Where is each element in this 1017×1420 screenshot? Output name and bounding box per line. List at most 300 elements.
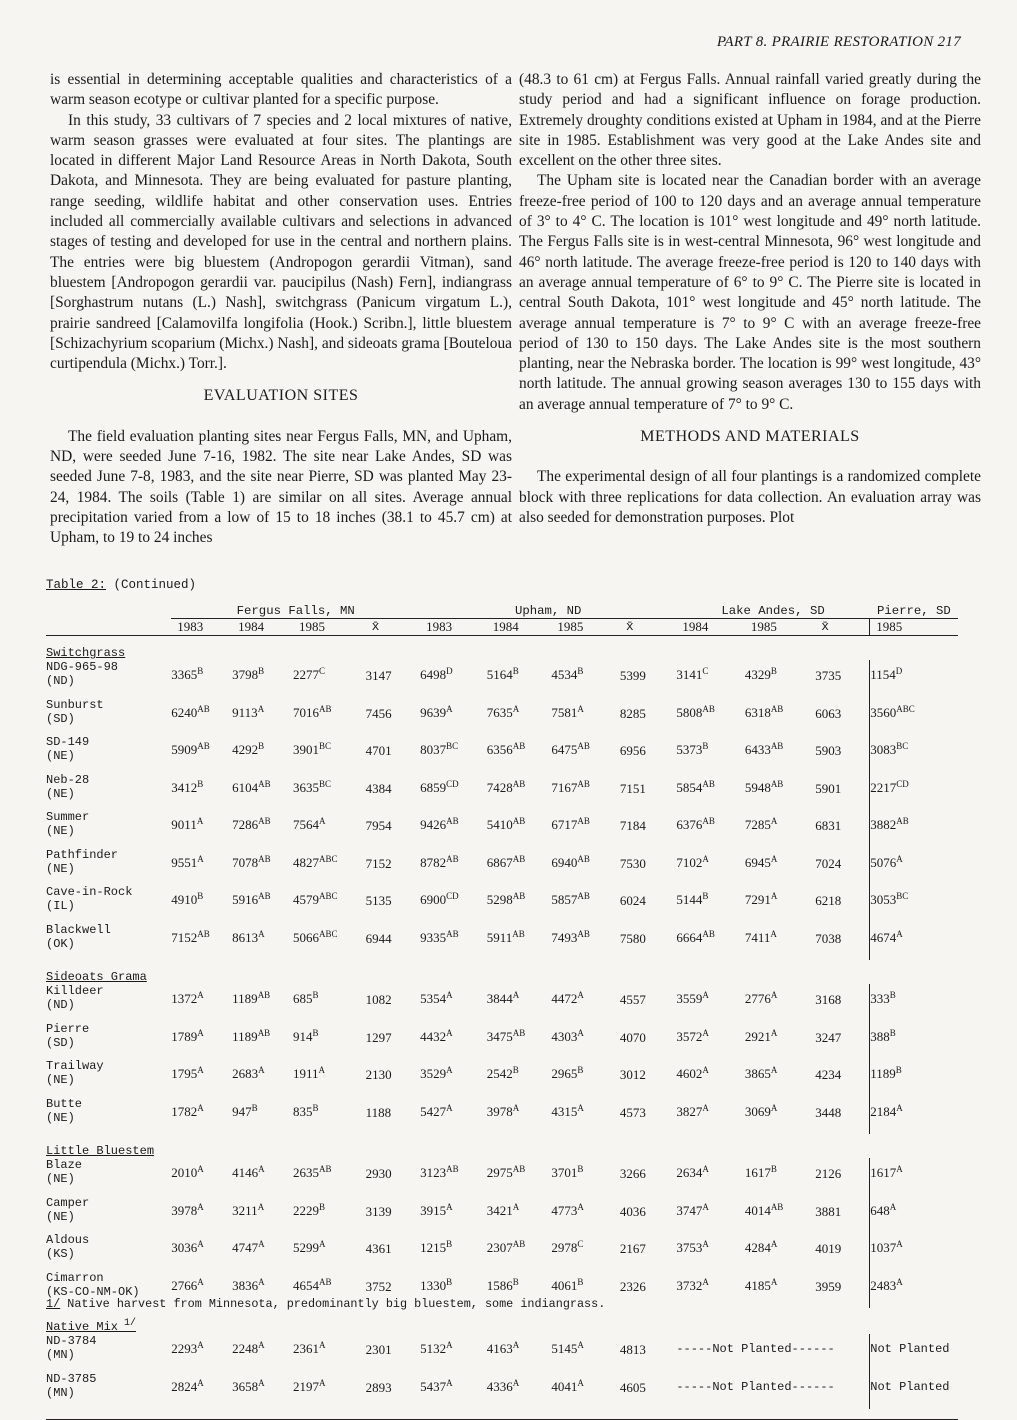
significance-letter: A bbox=[702, 853, 709, 864]
significance-letter: A bbox=[197, 990, 204, 1000]
mean-cell: 7024 bbox=[815, 848, 870, 886]
significance-letter: A bbox=[197, 1377, 204, 1388]
value-cell bbox=[293, 1097, 366, 1135]
significance-letter: A bbox=[258, 1377, 265, 1388]
entry-cell bbox=[46, 923, 171, 961]
value-cell bbox=[745, 773, 815, 811]
value-number: 333 bbox=[870, 991, 890, 1006]
significance-letter: AB bbox=[512, 1027, 526, 1038]
site-header-row bbox=[46, 604, 958, 619]
value-cell bbox=[171, 1097, 232, 1135]
significance-letter: A bbox=[770, 1239, 778, 1249]
entry-cell bbox=[46, 1158, 171, 1196]
value-number: 6867 bbox=[486, 854, 513, 870]
significance-letter: ABC bbox=[319, 928, 338, 939]
value-cell bbox=[171, 984, 232, 1022]
value-number: 4747 bbox=[232, 1240, 259, 1255]
value-number: 3635 bbox=[293, 779, 320, 795]
significance-letter: A bbox=[577, 1340, 584, 1350]
value-number: 4579 bbox=[293, 892, 320, 907]
significance-letter: AB bbox=[257, 1027, 271, 1038]
group-row bbox=[46, 1308, 958, 1334]
mean-cell: 4384 bbox=[365, 780, 392, 796]
value-number: 6900 bbox=[420, 892, 447, 907]
significance-letter: AB bbox=[258, 816, 271, 826]
significance-letter: B bbox=[312, 1027, 319, 1038]
mean-cell: 3448 bbox=[815, 1097, 870, 1135]
significance-letter: A bbox=[512, 1377, 520, 1388]
value-number: 914 bbox=[293, 1028, 313, 1044]
group-name bbox=[46, 960, 958, 984]
year-header: 1985 bbox=[551, 619, 619, 636]
not-planted-cell: Not Planted bbox=[870, 1342, 950, 1356]
significance-letter: A bbox=[446, 1027, 453, 1038]
value-number: 2776 bbox=[744, 991, 771, 1006]
significance-letter: A bbox=[319, 1377, 326, 1388]
significance-letter: B bbox=[512, 1276, 519, 1287]
value-cell bbox=[745, 810, 815, 848]
significance-letter: BC bbox=[319, 778, 332, 789]
entry-name: ND-3784 bbox=[46, 1334, 97, 1348]
value-cell bbox=[745, 984, 815, 1022]
significance-letter: BC bbox=[896, 741, 909, 751]
value-cell bbox=[551, 984, 619, 1022]
value-cell bbox=[293, 885, 366, 923]
table-row bbox=[46, 698, 958, 736]
value-number: 2824 bbox=[171, 1378, 198, 1394]
value-number: 3978 bbox=[486, 1103, 513, 1119]
value-number: 3753 bbox=[676, 1240, 703, 1255]
entry-cell bbox=[46, 773, 171, 811]
value-cell bbox=[171, 1334, 232, 1372]
significance-letter: AB bbox=[702, 703, 715, 714]
mean-cell: 2126 bbox=[815, 1158, 870, 1196]
value-number: 6940 bbox=[551, 854, 578, 870]
significance-letter: BC bbox=[319, 741, 332, 751]
value-number: 3069 bbox=[744, 1103, 771, 1119]
value-number: 7493 bbox=[551, 929, 578, 945]
value-number: 9639 bbox=[420, 704, 447, 720]
value-cell bbox=[293, 1233, 366, 1271]
value-cell bbox=[745, 1022, 815, 1060]
value-cell bbox=[745, 1196, 815, 1234]
value-number: 2766 bbox=[171, 1277, 198, 1293]
value-number: 4292 bbox=[232, 742, 259, 757]
value-number: 5373 bbox=[676, 742, 703, 757]
value-number: 3701 bbox=[551, 1165, 578, 1180]
value-number: 6104 bbox=[232, 779, 259, 795]
significance-letter: B bbox=[319, 1201, 326, 1212]
value-cell bbox=[420, 1097, 487, 1135]
mean-cell: 4019 bbox=[815, 1233, 870, 1271]
significance-letter: AB bbox=[512, 778, 526, 789]
value-cell bbox=[293, 810, 366, 848]
entry-cell bbox=[46, 1372, 171, 1410]
mean-cell: 2893 bbox=[365, 1379, 392, 1395]
value-cell bbox=[232, 1022, 293, 1060]
significance-letter: A bbox=[197, 1164, 204, 1174]
mean-cell: 5901 bbox=[815, 773, 870, 811]
value-cell bbox=[870, 735, 958, 773]
year-header: 1984 bbox=[487, 619, 552, 636]
value-number: 4674 bbox=[870, 929, 897, 945]
value-number: 2217 bbox=[870, 779, 897, 795]
value-number: 7285 bbox=[744, 817, 771, 832]
significance-letter: C bbox=[702, 666, 709, 676]
section-heading: METHODS AND MATERIALS bbox=[640, 428, 860, 446]
table-row bbox=[46, 1372, 958, 1410]
significance-letter: AB bbox=[577, 778, 590, 789]
significance-letter: ABC bbox=[319, 891, 338, 901]
value-cell bbox=[232, 1097, 293, 1135]
value-number: 1330 bbox=[420, 1277, 447, 1293]
significance-letter: A bbox=[319, 816, 326, 826]
value-cell bbox=[420, 1158, 487, 1196]
entry-origin: (NE) bbox=[46, 1073, 75, 1087]
bottom-rule-cell bbox=[46, 1409, 958, 1420]
significance-letter: B bbox=[446, 1239, 453, 1249]
significance-letter: A bbox=[197, 1239, 204, 1249]
mean-cell: 5399 bbox=[619, 668, 646, 683]
significance-letter: A bbox=[702, 1027, 709, 1038]
value-cell bbox=[676, 1233, 744, 1271]
value-number: 2184 bbox=[870, 1103, 897, 1119]
value-cell bbox=[171, 810, 232, 848]
value-number: 4146 bbox=[232, 1165, 259, 1180]
value-cell bbox=[870, 1022, 958, 1060]
group-label: Native Mix bbox=[46, 1320, 119, 1334]
significance-letter: A bbox=[896, 1276, 903, 1287]
significance-letter: A bbox=[770, 853, 778, 864]
value-cell bbox=[870, 984, 958, 1022]
value-number: 5948 bbox=[744, 779, 771, 795]
value-cell bbox=[171, 1233, 232, 1271]
value-cell bbox=[676, 923, 744, 961]
mean-cell: 2930 bbox=[365, 1166, 392, 1181]
value-cell bbox=[420, 1022, 487, 1060]
value-number: 7286 bbox=[232, 817, 259, 832]
mean-cell: 3735 bbox=[815, 660, 870, 698]
value-cell bbox=[745, 735, 815, 773]
entry-name: Pathfinder bbox=[46, 847, 119, 862]
value-number: 7291 bbox=[744, 892, 771, 907]
value-number: 5144 bbox=[676, 892, 703, 907]
value-number: 5808 bbox=[676, 704, 703, 720]
value-number: 2978 bbox=[551, 1240, 578, 1255]
entry-name: Killdeer bbox=[46, 984, 104, 998]
table-title-rest: (Continued) bbox=[113, 578, 197, 592]
entry-origin: (NE) bbox=[46, 861, 75, 876]
significance-letter: B bbox=[770, 1164, 777, 1174]
value-cell bbox=[171, 1022, 232, 1060]
mean-cell: 6218 bbox=[815, 885, 870, 923]
value-cell bbox=[487, 660, 552, 698]
significance-letter: B bbox=[577, 1164, 584, 1174]
value-number: 4773 bbox=[551, 1202, 578, 1218]
value-cell bbox=[420, 698, 487, 736]
significance-letter: A bbox=[770, 1065, 778, 1075]
value-cell bbox=[293, 984, 366, 1022]
value-cell bbox=[293, 1158, 366, 1196]
value-cell bbox=[420, 1059, 487, 1097]
table-row bbox=[46, 773, 958, 811]
value-cell bbox=[232, 1334, 293, 1372]
table-row bbox=[46, 1233, 958, 1271]
value-cell bbox=[171, 848, 232, 886]
value-number: 835 bbox=[293, 1103, 313, 1119]
value-cell bbox=[870, 1097, 958, 1135]
value-number: 3083 bbox=[870, 742, 897, 757]
significance-letter: B bbox=[258, 741, 265, 751]
running-head: PART 8. PRAIRIE RESTORATION 217 bbox=[716, 34, 961, 50]
value-number: 3421 bbox=[486, 1202, 513, 1218]
significance-letter: B bbox=[197, 666, 204, 676]
mean-cell: 2301 bbox=[365, 1342, 392, 1357]
value-number: 5437 bbox=[420, 1378, 447, 1394]
value-number: 6356 bbox=[486, 742, 513, 757]
value-cell bbox=[171, 885, 232, 923]
significance-letter: A bbox=[446, 990, 453, 1000]
significance-letter: AB bbox=[197, 928, 210, 939]
value-cell bbox=[420, 660, 487, 698]
value-cell bbox=[745, 1097, 815, 1135]
mean-cell: 6956 bbox=[619, 743, 646, 758]
table-row bbox=[46, 984, 958, 1022]
value-cell bbox=[171, 1059, 232, 1097]
value-number: 3882 bbox=[870, 817, 897, 832]
value-cell bbox=[551, 1022, 619, 1060]
value-cell bbox=[171, 1158, 232, 1196]
value-number: 5164 bbox=[486, 667, 513, 682]
value-number: 3365 bbox=[171, 667, 198, 682]
mean-cell: 3266 bbox=[619, 1166, 646, 1181]
value-cell bbox=[745, 885, 815, 923]
value-cell bbox=[420, 1372, 487, 1410]
significance-letter: A bbox=[318, 1065, 326, 1075]
significance-letter: AB bbox=[258, 891, 271, 901]
value-cell bbox=[870, 698, 958, 736]
value-number: 4654 bbox=[293, 1277, 320, 1293]
value-number: 3747 bbox=[676, 1202, 703, 1218]
value-number: 3529 bbox=[420, 1066, 447, 1081]
significance-letter: CD bbox=[446, 891, 459, 901]
significance-letter: AB bbox=[770, 778, 784, 789]
value-number: 1189 bbox=[232, 1028, 258, 1044]
site-lake-andes: Lake Andes, SD bbox=[676, 604, 869, 619]
table-row bbox=[46, 810, 958, 848]
entry-origin: (NE) bbox=[46, 786, 75, 801]
paragraph: The field evaluation planting sites near Fergus Falls, MN, and Upham, ND, were seeded June 7-16, 1982. The site near Lake Andes, SD was seeded June 7-8, 1983, and the site near Pierre, SD was planted May 23-24, 1984. The soils (Table 1) are similar on all sites. Average annual precipitation varied from a low of 15 to 18 inches (38.1 to 45.7 cm) at Upham, to 19 to 24 inches bbox=[50, 427, 512, 547]
mean-cell: 7151 bbox=[619, 780, 646, 796]
value-number: 1215 bbox=[420, 1240, 447, 1255]
value-cell bbox=[487, 773, 552, 811]
value-cell bbox=[870, 1158, 958, 1196]
significance-letter: A bbox=[197, 853, 204, 864]
value-cell bbox=[551, 698, 619, 736]
value-number: 7016 bbox=[293, 704, 320, 720]
mean-cell: 7954 bbox=[365, 818, 392, 833]
value-number: 3141 bbox=[676, 667, 703, 682]
value-number: 2307 bbox=[486, 1240, 513, 1255]
significance-letter: A bbox=[258, 1164, 265, 1174]
group-label: Sideoats Grama bbox=[46, 970, 147, 984]
value-number: 2542 bbox=[486, 1066, 513, 1081]
value-number: 1617 bbox=[870, 1165, 897, 1180]
value-cell bbox=[745, 1158, 815, 1196]
value-number: 1586 bbox=[486, 1277, 513, 1293]
significance-letter: A bbox=[577, 703, 584, 714]
value-number: 4061 bbox=[551, 1277, 578, 1293]
mean-header: x̄ bbox=[815, 619, 870, 636]
mean-cell: 3147 bbox=[365, 668, 392, 683]
significance-letter: A bbox=[258, 928, 265, 939]
value-cell bbox=[420, 810, 487, 848]
entry-cell bbox=[46, 1059, 171, 1097]
value-cell bbox=[232, 810, 293, 848]
value-cell bbox=[745, 660, 815, 698]
value-cell bbox=[745, 1233, 815, 1271]
significance-letter: A bbox=[446, 1201, 453, 1212]
value-number: 685 bbox=[293, 991, 313, 1006]
value-cell bbox=[745, 698, 815, 736]
mean-cell: 6831 bbox=[815, 810, 870, 848]
value-cell bbox=[293, 660, 366, 698]
table-row bbox=[46, 1022, 958, 1060]
value-cell bbox=[870, 1196, 958, 1234]
footnote-ref: 1/ bbox=[118, 1318, 137, 1329]
significance-letter: C bbox=[577, 1239, 584, 1249]
significance-letter: AB bbox=[770, 703, 784, 714]
mean-cell: 6944 bbox=[365, 930, 392, 946]
entry-origin: (NE) bbox=[46, 1110, 75, 1125]
value-number: 3123 bbox=[420, 1165, 447, 1180]
mean-cell: 1082 bbox=[365, 992, 392, 1007]
entry-cell bbox=[46, 660, 171, 698]
significance-letter: AB bbox=[512, 816, 526, 826]
value-number: 5145 bbox=[551, 1341, 578, 1356]
value-number: 3559 bbox=[676, 991, 703, 1006]
significance-letter: A bbox=[577, 1201, 584, 1212]
value-cell bbox=[870, 660, 958, 698]
value-number: 1154 bbox=[870, 667, 896, 682]
value-number: 4827 bbox=[293, 854, 320, 870]
mean-cell: 4701 bbox=[365, 743, 392, 758]
value-cell bbox=[551, 1196, 619, 1234]
significance-letter: AB bbox=[319, 703, 332, 714]
value-number: 2277 bbox=[293, 667, 320, 682]
value-cell bbox=[487, 1097, 552, 1135]
table-label: Table 2: bbox=[46, 578, 107, 592]
value-number: 2683 bbox=[232, 1066, 259, 1081]
value-cell bbox=[551, 1097, 619, 1135]
significance-letter: AB bbox=[197, 741, 210, 751]
mean-cell: 4573 bbox=[619, 1104, 646, 1120]
significance-letter: A bbox=[197, 1276, 204, 1287]
value-number: 3901 bbox=[293, 742, 320, 757]
significance-letter: A bbox=[257, 703, 265, 714]
entry-origin: (NE) bbox=[46, 1209, 75, 1224]
value-number: 4185 bbox=[744, 1277, 771, 1293]
not-planted-cell: -----Not Planted------ bbox=[676, 1372, 869, 1410]
value-cell bbox=[551, 773, 619, 811]
value-cell bbox=[487, 1196, 552, 1234]
value-cell bbox=[232, 1158, 293, 1196]
significance-letter: AB bbox=[446, 928, 459, 939]
site-upham: Upham, ND bbox=[420, 604, 676, 619]
value-number: 5410 bbox=[486, 817, 513, 832]
table-row bbox=[46, 1158, 958, 1196]
significance-letter: A bbox=[770, 1102, 778, 1113]
value-cell bbox=[870, 923, 958, 961]
value-number: 9551 bbox=[171, 854, 198, 870]
mean-cell: 2326 bbox=[619, 1278, 646, 1294]
value-cell bbox=[870, 1233, 958, 1271]
value-number: 3865 bbox=[744, 1066, 771, 1081]
value-number: 3978 bbox=[171, 1202, 198, 1218]
value-number: 2229 bbox=[293, 1202, 320, 1218]
value-cell bbox=[293, 1372, 366, 1410]
significance-letter: A bbox=[446, 703, 453, 714]
significance-letter: CD bbox=[896, 778, 909, 789]
significance-letter: B bbox=[312, 1102, 319, 1113]
value-number: 5076 bbox=[870, 854, 897, 870]
value-cell bbox=[487, 1022, 552, 1060]
mean-cell: 7152 bbox=[365, 855, 392, 871]
mean-cell: 4557 bbox=[619, 992, 646, 1007]
value-number: 1189 bbox=[870, 1066, 896, 1081]
value-number: 1372 bbox=[171, 991, 198, 1006]
value-cell bbox=[676, 885, 744, 923]
significance-letter: B bbox=[512, 1065, 519, 1075]
value-cell bbox=[232, 984, 293, 1022]
value-cell bbox=[171, 1372, 232, 1410]
significance-letter: A bbox=[770, 990, 778, 1000]
significance-letter: A bbox=[446, 1102, 453, 1113]
mean-cell: 3247 bbox=[815, 1022, 870, 1060]
value-cell bbox=[232, 698, 293, 736]
value-number: 4602 bbox=[676, 1066, 703, 1081]
value-number: 2483 bbox=[870, 1277, 897, 1293]
value-cell bbox=[745, 923, 815, 961]
value-number: 3798 bbox=[232, 667, 259, 682]
value-cell bbox=[487, 885, 552, 923]
value-cell bbox=[551, 735, 619, 773]
table-row bbox=[46, 923, 958, 961]
value-cell bbox=[232, 1196, 293, 1234]
significance-letter: B bbox=[577, 1276, 584, 1287]
significance-letter: A bbox=[770, 1276, 778, 1287]
value-number: 5354 bbox=[420, 991, 447, 1006]
value-cell bbox=[551, 1059, 619, 1097]
value-number: 5857 bbox=[551, 892, 578, 907]
significance-letter: B bbox=[702, 741, 709, 751]
value-number: 947 bbox=[232, 1103, 252, 1119]
significance-letter: BC bbox=[896, 891, 909, 901]
significance-letter: B bbox=[197, 778, 204, 789]
mean-cell: 4361 bbox=[365, 1241, 392, 1256]
significance-letter: A bbox=[258, 1239, 265, 1249]
value-cell bbox=[676, 1196, 744, 1234]
significance-letter: A bbox=[197, 1102, 204, 1113]
value-number: 8613 bbox=[232, 929, 259, 945]
value-number: 5916 bbox=[232, 892, 259, 907]
table-row bbox=[46, 735, 958, 773]
entry-name: Sunburst bbox=[46, 697, 104, 712]
significance-letter: AB bbox=[512, 741, 526, 751]
value-cell bbox=[232, 1233, 293, 1271]
value-cell bbox=[420, 735, 487, 773]
significance-letter: AB bbox=[446, 1164, 459, 1174]
